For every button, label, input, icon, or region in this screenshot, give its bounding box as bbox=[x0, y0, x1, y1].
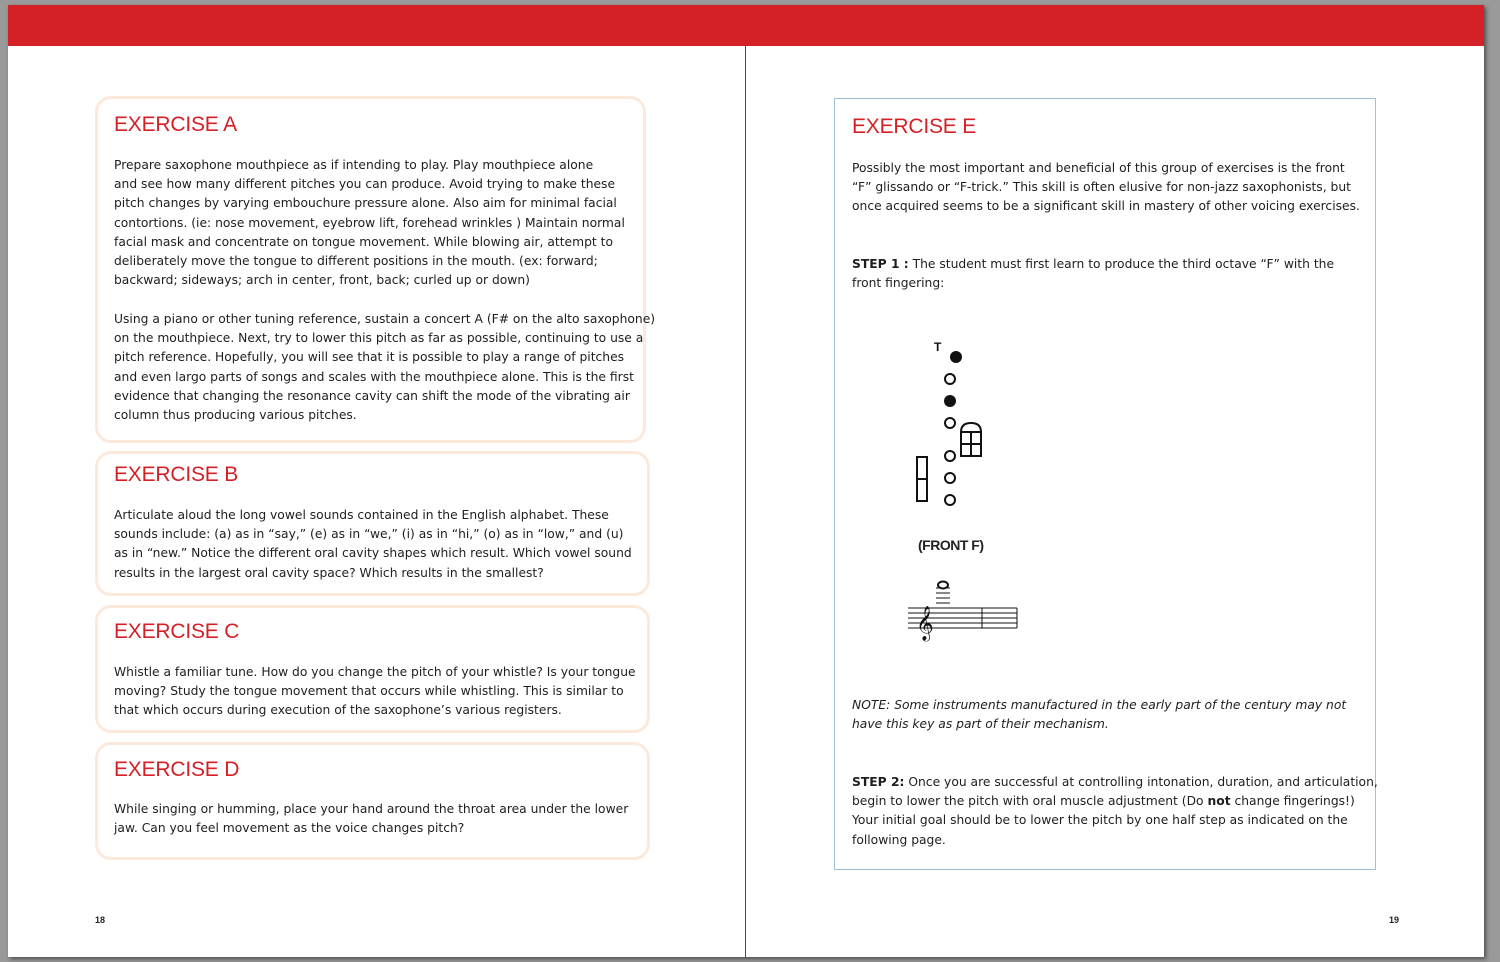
treble-clef-icon: 𝄞 bbox=[916, 606, 934, 641]
side-keys-diagram bbox=[917, 457, 927, 501]
page-number-left: 18 bbox=[95, 915, 106, 925]
step-2-label: STEP 2: bbox=[852, 775, 905, 789]
exercise-d-paragraph: While singing or humming, place your hand around the throat area under the lower jaw. Can you feel movement as the voice changes pitch? bbox=[114, 802, 629, 836]
step-1-text: STEP 1 : The student must first learn to produce the third octave “F” with the front fingering: bbox=[852, 257, 1335, 291]
page-spread bbox=[8, 5, 1484, 957]
thumb-key-label: T bbox=[934, 340, 942, 354]
exercise-a-paragraph-2: Using a piano or other tuning reference, sustain a concert A (F# on the alto saxophone) on the mouthpiece. Next, try to lower this pitch as far as possible, continuing to use a pitch reference. Hopefully, you will see that it is possible to play a range of pitches and even largo parts of songs and scales with the mouthpiece alone. This is the first evidence that changing the resonance cavity can shift the mode of the vibrating air column thus producing various pitches. bbox=[114, 312, 656, 422]
note-text: NOTE: Some instruments manufactured in the early part of the century may not have this key as part of their mechanism. bbox=[852, 698, 1347, 732]
exercise-b-title: EXERCISE B bbox=[114, 463, 239, 486]
palm-keys-diagram bbox=[961, 423, 981, 456]
fingering-chart bbox=[908, 335, 998, 510]
exercise-e-title: EXERCISE E bbox=[852, 115, 977, 138]
exercise-a-paragraph-1: Prepare saxophone mouthpiece as if intending to play. Play mouthpiece alone and see how many different pitches you can produce. Avoid trying to make these pitch changes by varying embouchure pressure alone. Also aim for minimal facial contortions. (ie: nose movement, eyebrow lift, forehead wrinkles ) Maintain normal facial mask and concentrate on tongue movement. While blowing air, attempt to deliberately move the tongue to different positions in the mouth. (ex: forward; backward; sideways; arch in center, front, back; curled up or down) bbox=[114, 158, 625, 288]
key-6-open bbox=[945, 473, 955, 483]
key-3-closed bbox=[944, 395, 956, 407]
exercise-e-intro: Possibly the most important and beneficial of this group of exercises is the front “F” glissando or “F-trick.” This skill is often elusive for non-jazz saxophonists, but once acquired seems to be a significant skill in mastery of other voicing exercises. bbox=[852, 161, 1360, 214]
step-1-label: STEP 1 : bbox=[852, 257, 909, 271]
page-spine bbox=[745, 46, 746, 957]
header-bar bbox=[8, 5, 1484, 46]
music-staff-figure bbox=[906, 575, 1021, 645]
key-4-open bbox=[945, 418, 955, 428]
exercise-a-title: EXERCISE A bbox=[114, 113, 237, 136]
exercise-b-paragraph: Articulate aloud the long vowel sounds contained in the English alphabet. These sounds include: (a) as in “say,” (e) as in “we,” (i) as in “hi,” (o) as in “low,” and (u) as in “new.” Notice the different oral cavity shapes which result. Which vowel sound results in the largest oral cavity space? Which results in the smallest? bbox=[114, 508, 632, 580]
step-2-text: STEP 2: Once you are successful at controlling intonation, duration, and articulation, begin to lower the pitch with oral muscle adjustment (Do not change fingerings!) Your initial goal should be to lower the pitch by one half step as indicated on the following page. bbox=[852, 775, 1378, 847]
key-7-open bbox=[945, 495, 955, 505]
whole-note-high-f bbox=[936, 582, 950, 604]
exercise-c-title: EXERCISE C bbox=[114, 620, 240, 643]
key-1-closed bbox=[950, 351, 962, 363]
exercise-d-title: EXERCISE D bbox=[114, 758, 240, 781]
key-2-open bbox=[945, 374, 955, 384]
key-5-open bbox=[945, 451, 955, 461]
page-number-right: 19 bbox=[1389, 915, 1400, 925]
exercise-c-paragraph: Whistle a familiar tune. How do you change the pitch of your whistle? Is your tongue moving? Study the tongue movement that occurs while whistling. This is similar to that which occurs during execution of the saxophone’s various registers. bbox=[114, 665, 636, 718]
front-f-caption: (FRONT F) bbox=[918, 537, 984, 553]
